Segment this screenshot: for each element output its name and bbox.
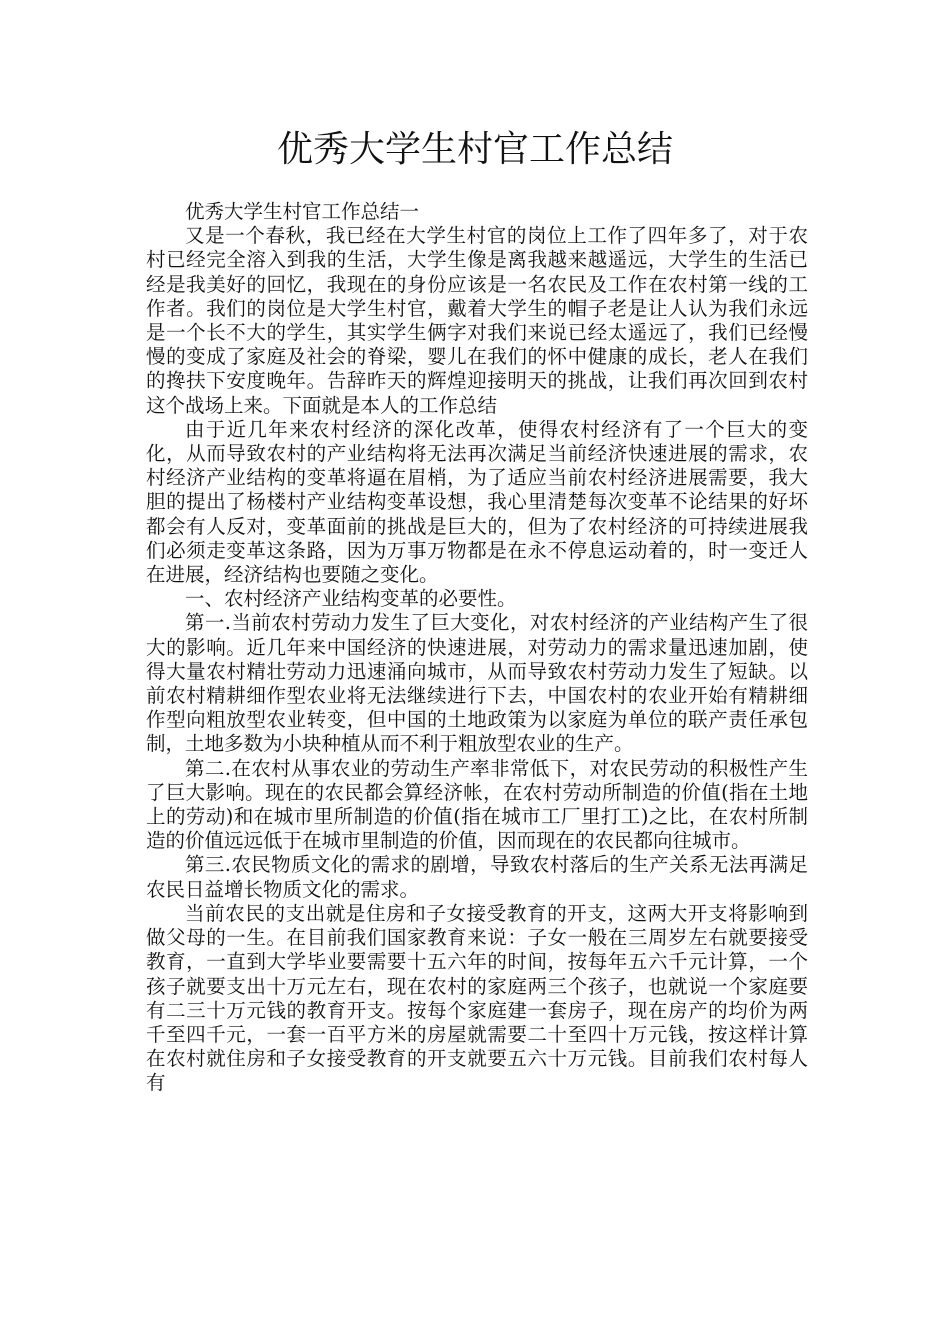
paragraph-expenses: 当前农民的支出就是住房和子女接受教育的开支，这两大开支将影响到做父母的一生。在目前我们国家教育来说：子女一般在三周岁左右就要接受教育，一直到大学毕业要需要十五六年的时间，按每年五六千元计算，一个孩子就要支出十万元左右，现在农村的家庭两三个孩子，也就说一个家庭要有二三十万元钱的教育开支。按每个家庭建一套房子，现在房产的均价为两千至四千元，一套一百平方米的房屋就需要二十至四十万元钱，按这样计算在农村就住房和子女接受教育的开支就要五六十万元钱。目前我们农村每人有: [146, 901, 808, 1095]
paragraph-point-two: 第二.在农村从事农业的劳动生产率非常低下，对农民劳动的积极性产生了巨大影响。现在的农民都会算经济帐，在农村劳动所制造的价值(指在土地上的劳动)和在城市里所制造的价值(指在城市工厂里打工)之比，在农村所制造的价值远远低于在城市里制造的价值，因而现在的农民都向往城市。: [146, 756, 808, 853]
paragraph-intro: 又是一个春秋，我已经在大学生村官的岗位上工作了四年多了，对于农村已经完全溶入到我的生活，大学生像是离我越来越遥远，大学生的生活已经是我美好的回忆，我现在的身份应该是一名农民及工作在农村第一线的工作者。我们的岗位是大学生村官，戴着大学生的帽子老是让人认为我们永远是一个长不大的学生，其实学生俩字对我们来说已经太遥远了，我们已经慢慢的变成了家庭及社会的脊梁，婴儿在我们的怀中健康的成长，老人在我们的搀扶下安度晚年。告辞昨天的辉煌迎接明天的挑战，让我们再次回到农村这个战场上来。下面就是本人的工作总结: [146, 224, 808, 417]
paragraph-subtitle: 优秀大学生村官工作总结一: [185, 200, 420, 223]
paragraph-point-one: 第一.当前农村劳动力发生了巨大变化，对农村经济的产业结构产生了很大的影响。近几年来中国经济的快速进展，对劳动力的需求量迅速加剧，使得大量农村精壮劳动力迅速涌向城市，从而导致农村劳动力发生了短缺。以前农村精耕细作型农业将无法继续进行下去，中国农村的农业开始有精耕细作型向粗放型农业转变，但中国的土地政策为以家庭为单位的联产责任承包制，土地多数为小块种植从而不利于粗放型农业的生产。: [146, 611, 808, 756]
document-body: [146, 200, 808, 1096]
paragraph-point-three: 第三.农民物质文化的需求的剧增，导致农村落后的生产关系无法再满足农民日益增长物质文化的需求。: [146, 853, 808, 901]
section-heading-necessity: 一、农村经济产业结构变革的必要性。: [185, 587, 517, 611]
paragraph-background: 由于近几年来农村经济的深化改革，使得农村经济有了一个巨大的变化，从而导致农村的产业结构将无法再次满足当前经济快速进展的需求，农村经济产业结构的变革将逼在眉梢，为了适应当前农村经济进展需要，我大胆的提出了杨楼村产业结构变革设想，我心里清楚每次变革不论结果的好坏都会有人反对，变革面前的挑战是巨大的，但为了农村经济的可持续进展我们必须走变革这条路，因为万事万物都是在永不停息运动着的，时一变迁人在进展，经济结构也要随之变化。: [146, 417, 808, 587]
document-title: 优秀大学生村官工作总结: [276, 129, 673, 170]
